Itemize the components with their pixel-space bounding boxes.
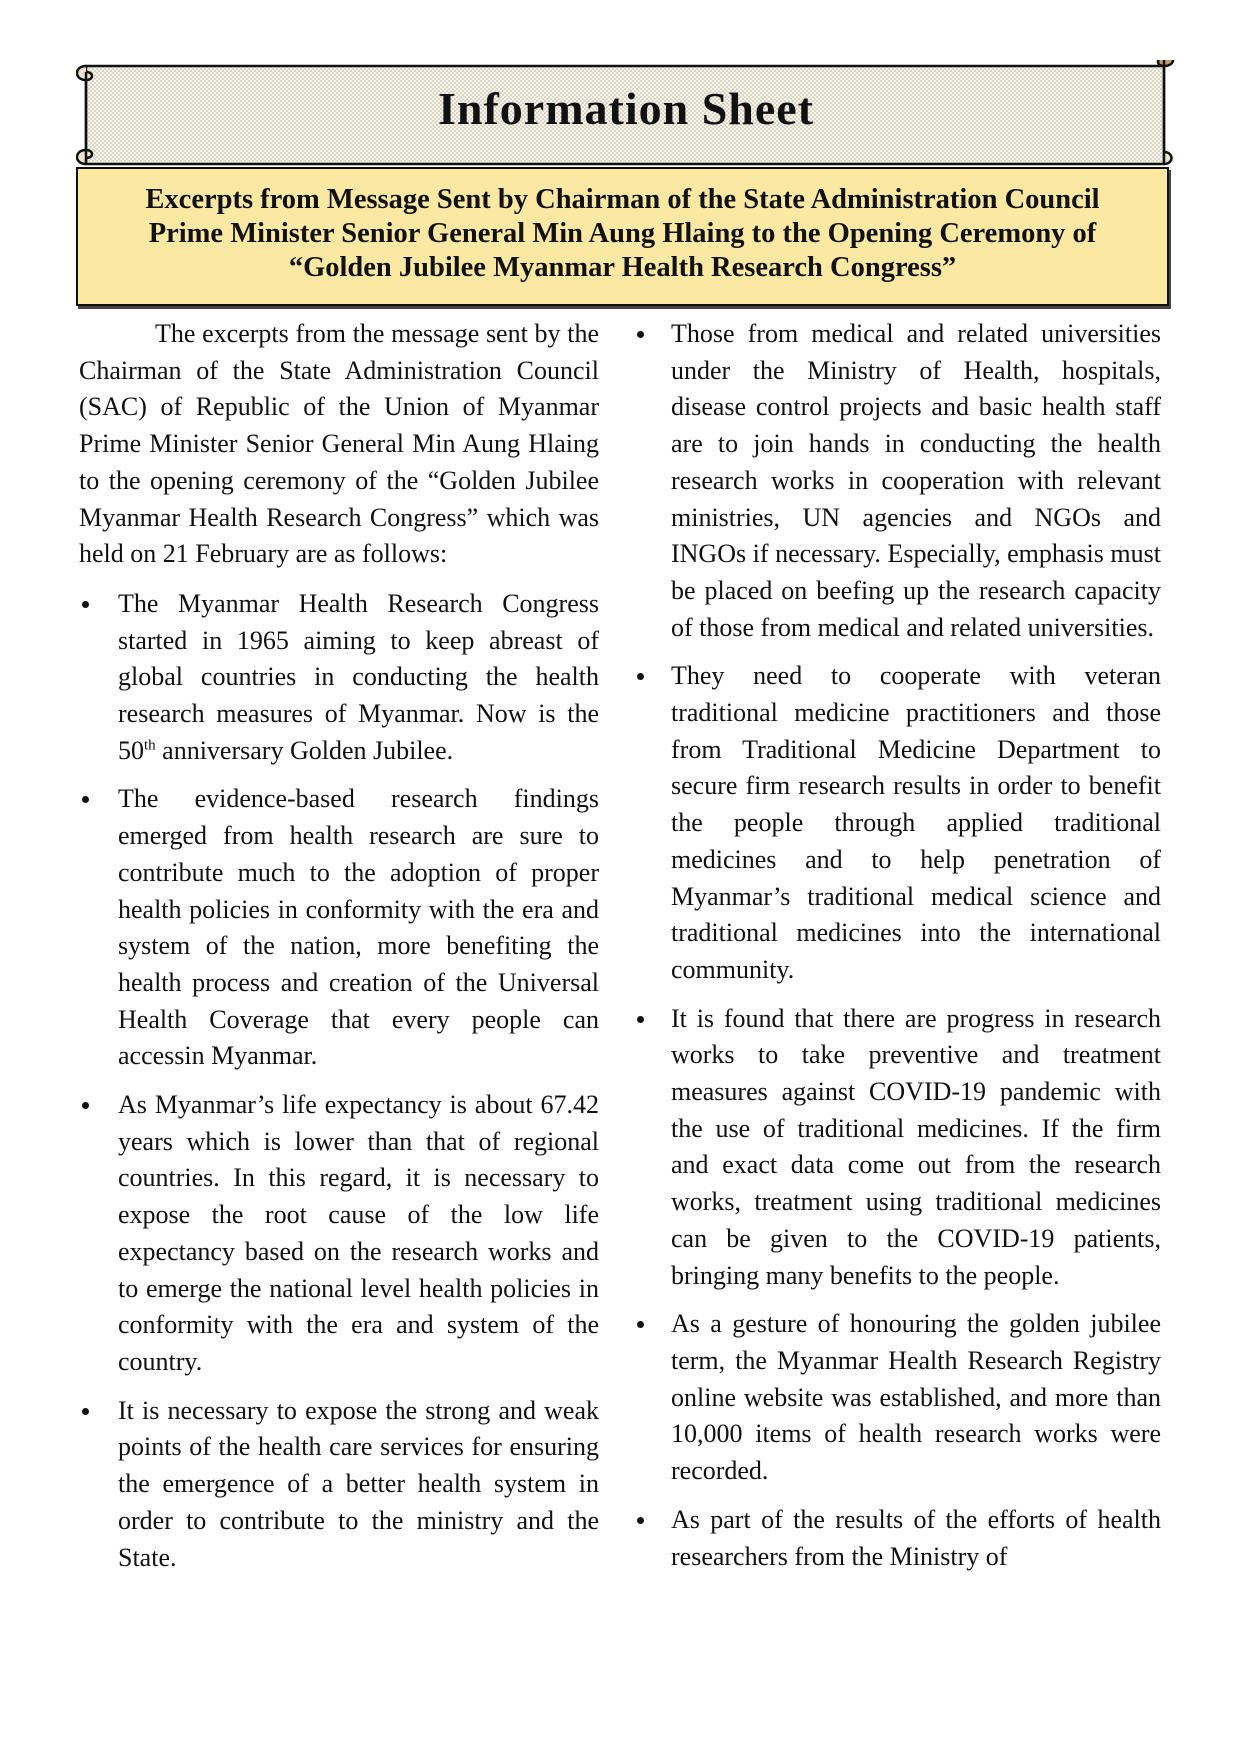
- bullet-text: anniversary Golden Jubilee.: [155, 735, 454, 765]
- left-bullet-list: [79, 586, 599, 1576]
- bullet-text: Those from medical and related universities under the Ministry of Health, hospitals, disease control projects and basic health staff are to join hands in conducting the health research works in cooperation with relevant ministries, UN agencies and NGOs and INGOs if necessary. Especially, emphasis must be placed on beefing up the research capacity of those from medical and related universities.: [671, 319, 1161, 642]
- bullet-icon: [637, 331, 644, 338]
- bullet-icon: [82, 1408, 89, 1415]
- list-item: [634, 1001, 1161, 1295]
- list-item: [634, 658, 1161, 988]
- bullet-text: As Myanmar’s life expectancy is about 67.42 years which is lower than that of regional countries. In this regard, it is necessary to expose the root cause of the low life expectancy based on the research works and to emerge the national level health policies in conformity with the era and system of the country.: [118, 1090, 599, 1376]
- list-item: [79, 781, 599, 1075]
- bullet-icon: [82, 1102, 89, 1109]
- bullet-text: They need to cooperate with veteran traditional medicine practitioners and those from Traditional Medicine Department to secure firm research results in order to benefit the people through applied traditional medicines and to help penetration of Myanmar’s traditional medical science and traditional medicines into the international community.: [671, 661, 1161, 984]
- subtitle-box: [76, 167, 1169, 306]
- bullet-icon: [82, 796, 89, 803]
- bullet-text: The evidence-based research findings emerged from health research are sure to contribute much to the adoption of proper health policies in conformity with the era and system of the nation, more benefiting the health process and creation of the Universal Health Coverage that every people can accessin Myanmar.: [118, 784, 599, 1071]
- subtitle-line: Excerpts from Message Sent by Chairman of the State Administration Council: [145, 184, 1100, 215]
- list-item: [79, 586, 599, 770]
- title-banner: [76, 60, 1176, 172]
- list-item: [634, 316, 1161, 646]
- bullet-text: As part of the results of the efforts of health researchers from the Ministry of: [671, 1504, 1161, 1571]
- bullet-icon: [637, 1517, 644, 1524]
- ordinal-suffix: th: [144, 737, 156, 754]
- list-item: [634, 1306, 1161, 1490]
- subtitle-line: “Golden Jubilee Myanmar Health Research Congress”: [288, 252, 957, 283]
- bullet-icon: [637, 1016, 644, 1023]
- bullet-icon: [637, 1321, 644, 1328]
- list-item: [634, 1502, 1161, 1575]
- bullet-icon: [637, 673, 644, 680]
- bullet-text: As a gesture of honouring the golden jubilee term, the Myanmar Health Research Registry online website was established, and more than 10,000 items of health research works were recorded.: [671, 1309, 1161, 1486]
- intro-paragraph: The excerpts from the message sent by the Chairman of the State Administration Council (SAC) of Republic of the Union of Myanmar Prime Minister Senior General Min Aung Hlaing to the opening ceremony of the “Golden Jubilee Myanmar Health Research Congress” which was held on 21 February are as follows:: [79, 319, 599, 569]
- bullet-text: The Myanmar Health Research Congress started in 1965 aiming to keep abreast of global countries in conducting the health research measures of Myanmar. Now is the 50: [118, 588, 599, 765]
- bullet-text: It is found that there are progress in research works to take preventive and treatment measures against COVID-19 pandemic with the use of traditional medicines. If the firm and exact data come out from the research works, treatment using traditional medicines can be given to the COVID-19 patients, bringing many benefits to the people.: [671, 1003, 1161, 1290]
- subtitle-line: Prime Minister Senior General Min Aung Hlaing to the Opening Ceremony of: [148, 218, 1097, 249]
- bullet-text: It is necessary to expose the strong and weak points of the health care services for ensuring the emergence of a better health system in order to contribute to the ministry and the State.: [118, 1395, 599, 1572]
- list-item: [79, 1087, 599, 1381]
- right-bullet-list: [634, 316, 1161, 1575]
- page-title: Information Sheet: [437, 83, 815, 134]
- list-item: [79, 1393, 599, 1577]
- left-column: [79, 316, 599, 1588]
- right-column: [634, 316, 1161, 1587]
- bullet-icon: [82, 601, 89, 608]
